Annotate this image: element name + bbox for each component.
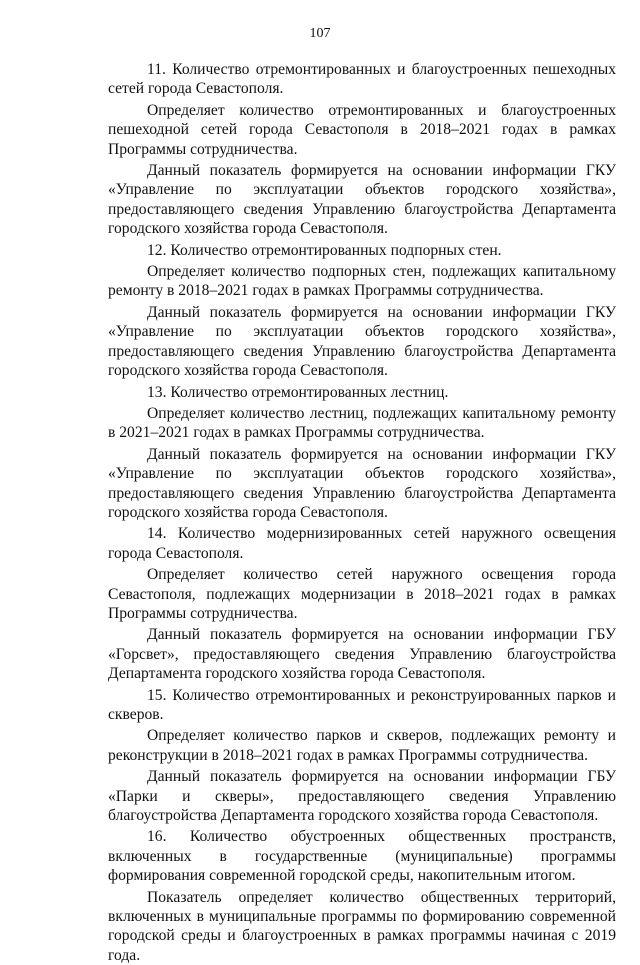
paragraph-15-definition: Определяет количество парков и скверов, подлежащих ремонту и реконструкции в 2018–2021 годах в рамках Программы сотрудничества. — [108, 727, 616, 764]
document-body — [108, 60, 616, 965]
paragraph-14-source: Данный показатель формируется на основании информации ГБУ «Горсвет», предоставляющего сведения Управлению благоустройства Департамента городского хозяйства города Севастополя. — [108, 626, 616, 683]
paragraph-14-definition: Определяет количество сетей наружного освещения города Севастополя, подлежащих модернизации в 2018–2021 годах в рамках Программы сотрудничества. — [108, 566, 616, 622]
paragraph-16-heading: 16. Количество обустроенных общественных пространств, включенных в государственные (муниципальные) программы формирования современной городской среды, накопительным итогом. — [108, 828, 616, 885]
paragraph-11-definition: Определяет количество отремонтированных и благоустроенных пешеходной сетей города Севастополя в 2018–2021 годах в рамках Программы сотрудничества. — [108, 101, 616, 158]
paragraph-12-source: Данный показатель формируется на основании информации ГКУ «Управление по эксплуатации объектов городского хозяйства», предоставляющего сведения Управлению благоустройства Департамента городского хозяйства города Севастополя. — [108, 303, 616, 380]
paragraph-15-source: Данный показатель формируется на основании информации ГБУ «Парки и скверы», предоставляющего сведения Управлению благоустройства Департамента городского хозяйства города Севастополя. — [108, 768, 616, 825]
paragraph-12-definition: Определяет количество подпорных стен, подлежащих капитальному ремонту в 2018–2021 годах в рамках Программы сотрудничества. — [108, 263, 616, 300]
paragraph-13-heading: 13. Количество отремонтированных лестниц. — [147, 383, 449, 401]
paragraph-14-heading: 14. Количество модернизированных сетей наружного освещения города Севастополя. — [108, 525, 616, 562]
paragraph-11-heading: 11. Количество отремонтированных и благоустроенных пешеходных сетей города Севастополя. — [108, 61, 616, 98]
paragraph-12-heading: 12. Количество отремонтированных подпорных стен. — [147, 241, 502, 259]
page-number: 107 — [309, 26, 331, 41]
paragraph-13-definition: Определяет количество лестниц, подлежащих капитальному ремонту в 2021–2021 годах в рамках Программы сотрудничества. — [108, 404, 616, 442]
paragraph-16-definition: Показатель определяет количество общественных территорий, включенных в муниципальные программы по формированию современной городской среды и благоустроенных в рамках программы начиная с 2019 года. — [108, 888, 616, 964]
paragraph-15-heading: 15. Количество отремонтированных и реконструированных парков и скверов. — [108, 686, 616, 723]
paragraph-11-source: Данный показатель формируется на основании информации ГКУ «Управление по эксплуатации объектов городского хозяйства», предоставляющего сведения Управлению благоустройства Департамента городского хозяйства города Севастополя. — [108, 162, 616, 238]
paragraph-13-source: Данный показатель формируется на основании информации ГКУ «Управление по эксплуатации объектов городского хозяйства», предоставляющего сведения Управлению благоустройства Департамента городского хозяйства города Севастополя. — [108, 445, 616, 521]
